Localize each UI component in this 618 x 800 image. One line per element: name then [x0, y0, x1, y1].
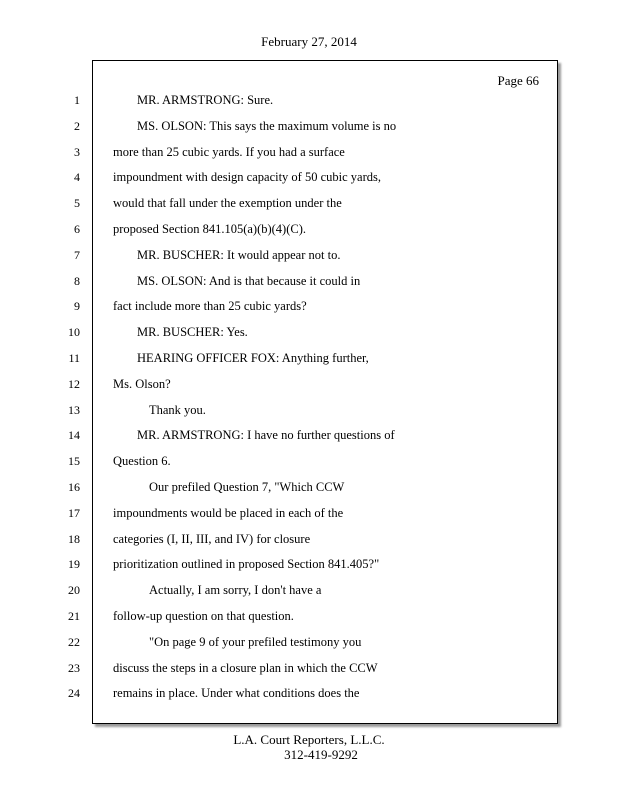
line-number: 23 — [68, 661, 80, 675]
line-number: 9 — [74, 299, 80, 313]
line-text: prioritization outlined in proposed Section 841.405?" — [113, 557, 380, 571]
line-text: MR. ARMSTRONG: I have no further questions of — [137, 428, 395, 442]
line-number: 17 — [68, 506, 80, 520]
footer-company: L.A. Court Reporters, L.L.C. — [233, 732, 385, 747]
line-number: 14 — [68, 428, 80, 442]
line-number: 11 — [68, 351, 80, 365]
line-number: 10 — [68, 325, 80, 339]
header-date: February 27, 2014 — [261, 34, 357, 49]
line-text: more than 25 cubic yards. If you had a surface — [113, 145, 345, 159]
line-text: MS. OLSON: This says the maximum volume is no — [137, 119, 397, 133]
line-number: 3 — [74, 145, 80, 159]
line-text: discuss the steps in a closure plan in which the CCW — [113, 661, 378, 675]
line-number: 6 — [74, 222, 80, 236]
footer — [0, 732, 618, 762]
line-number: 18 — [68, 532, 80, 546]
line-number: 2 — [74, 119, 80, 133]
line-text: Actually, I am sorry, I don't have a — [149, 583, 322, 597]
line-text: would that fall under the exemption under the — [113, 196, 342, 210]
line-text: fact include more than 25 cubic yards? — [113, 299, 307, 313]
line-text: proposed Section 841.105(a)(b)(4)(C). — [113, 222, 307, 236]
page-number: Page 66 — [497, 73, 539, 88]
line-number: 19 — [68, 557, 80, 571]
line-text: "On page 9 of your prefiled testimony you — [149, 635, 362, 649]
line-number: 15 — [68, 454, 80, 468]
line-number: 13 — [68, 403, 80, 417]
footer-phone: 312-419-9292 — [284, 747, 358, 762]
line-number: 8 — [74, 274, 80, 288]
line-text: MR. BUSCHER: It would appear not to. — [137, 248, 341, 262]
line-text: Thank you. — [149, 403, 206, 417]
line-number: 4 — [74, 170, 80, 184]
line-number: 20 — [68, 583, 80, 597]
line-number: 16 — [68, 480, 80, 494]
line-text: Ms. Olson? — [113, 377, 171, 391]
line-number: 12 — [68, 377, 80, 391]
line-text: Our prefiled Question 7, "Which CCW — [149, 480, 345, 494]
line-number: 21 — [68, 609, 80, 623]
line-number: 22 — [68, 635, 80, 649]
line-text: impoundments would be placed in each of the — [113, 506, 344, 520]
line-text: Question 6. — [113, 454, 171, 468]
line-text: impoundment with design capacity of 50 cubic yards, — [113, 170, 381, 184]
line-text: remains in place. Under what conditions does the — [113, 686, 360, 700]
line-text: MR. BUSCHER: Yes. — [137, 325, 248, 339]
line-text: follow-up question on that question. — [113, 609, 294, 623]
line-text: categories (I, II, III, and IV) for closure — [113, 532, 311, 546]
line-number: 7 — [74, 248, 80, 262]
line-number: 24 — [68, 686, 80, 700]
line-text: MS. OLSON: And is that because it could in — [137, 274, 361, 288]
line-number: 1 — [74, 93, 80, 107]
line-text: MR. ARMSTRONG: Sure. — [137, 93, 274, 107]
line-text: HEARING OFFICER FOX: Anything further, — [137, 351, 369, 365]
line-number: 5 — [74, 196, 80, 210]
